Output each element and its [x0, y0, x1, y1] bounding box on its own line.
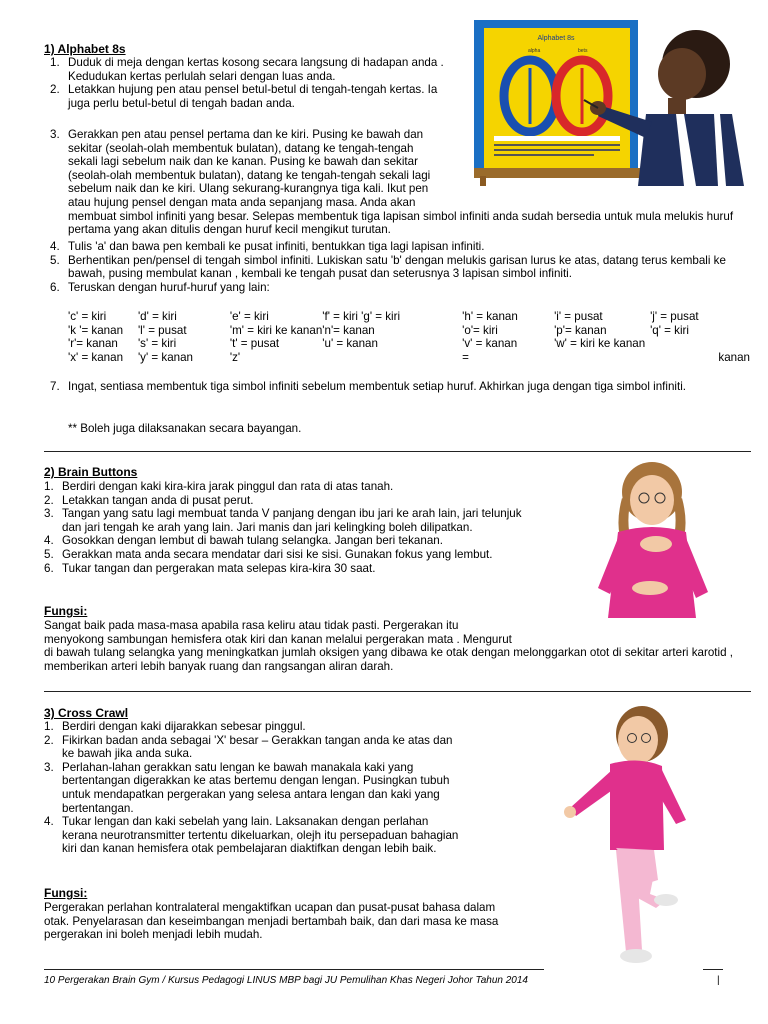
letter-cell: 't' = pusat [229, 337, 280, 351]
list-item: 2. Letakkan tangan anda di pusat perut. [44, 493, 254, 507]
letter-cell: 'k '= kanan [68, 323, 124, 337]
board-label-left: alpha [528, 48, 541, 54]
cross-crawl-fungsi-text: Pergerakan perlahan kontralateral mengaktifkan ucapan dan pusat-pusat bahasa dalam otak. Penyelarasan dan keseimbangan menjadi bertambah baik, dan dari masa ke masa pergerakan ini boleh menjadi lebih mudah. [44, 901, 499, 942]
letter-cell: 'p'= kanan [554, 323, 607, 337]
letter-cell: 'z' [229, 350, 241, 364]
alphabet-8s-steps-bottom [50, 240, 750, 294]
cross-crawl-fungsi-label: Fungsi: [44, 886, 88, 900]
section-title-alphabet-8s: 1) Alphabet 8s [44, 42, 126, 56]
letter-cell: 'f' = kiri 'g' = kiri [322, 310, 401, 323]
letter-cell: 'v' = kanan [462, 337, 518, 351]
letter-cell: 'j' = pusat [650, 310, 699, 323]
list-item: 4. Tulis 'a' dan bawa pen kembali ke pusat infiniti, bentukkan tiga lagi lapisan infiniti. [50, 240, 485, 253]
list-item: 4. Tukar lengan dan kaki sebelah yang lain. Laksanakan dengan perlahan kerana neurotransmitter tertentu dikeluarkan, olejh itu persepaduan bahagian kiri dan kanan hemisfera otak pembelajaran diaktifkan dengan lebih baik. [44, 815, 459, 856]
letter-cell: 'y' = kanan [137, 350, 193, 364]
letter-row [68, 324, 750, 338]
letter-cell: 'i' = pusat [554, 310, 603, 323]
alphabet-8s-step-3: 3. Gerakkan pen atau pensel pertama dan ke kiri. Pusing ke bawah dan sekitar (seolah-olah membentuk bulatan), datang ke tengah-tengah sekali lagi sebelum naik dan ke kanan. Pusing ke bawah dan sekitar (seolah-olah membentuk bulatan), datang ke tengah-tengah sekali lagi sebelum naik dan ke kiri. Ulang sekurang-kurangnya tiga kali. Ikut pen atau hujung pensel dengan mata anda sepanjang masa. Anda akan membuat simbol infiniti yang besar. Selepas membentuk tiga lapisan simbol infiniti anda sudah bersedia untuk mula melukis huruf pertama yang akan ditulis dengan huruf kecil mengikut turutan. [50, 128, 734, 237]
list-item: 6. Tukar tangan dan pergerakan mata selepas kira-kira 30 saat. [44, 561, 376, 575]
letter-cell [554, 351, 650, 365]
board-title: Alphabet 8s [537, 35, 575, 42]
letter-cell: 'r'= kanan [68, 337, 118, 351]
letter-cell: 'c' = kiri [68, 310, 107, 323]
section-divider [44, 451, 751, 452]
letter-cell: 'q' = kiri [650, 323, 689, 337]
letter-cell: 'x' = kanan [68, 350, 124, 364]
brain-buttons-fungsi-label: Fungsi: [44, 604, 88, 618]
letter-cell: 'e' = kiri [229, 310, 269, 323]
letter-cell: kanan [718, 350, 750, 364]
letter-cell [650, 337, 750, 351]
page-number-mark: | [717, 975, 720, 986]
shadow-note: ** Boleh juga dilaksanakan secara bayangan. [68, 422, 302, 435]
letter-cell: 'u' = kanan [322, 337, 378, 351]
alphabet-8s-steps-top [50, 56, 446, 110]
alphabet-8s-step-7 [50, 380, 750, 394]
board-label-right: bets [578, 48, 588, 54]
list-item: 3. Perlahan-lahan gerakkan satu lengan ke bawah manakala kaki yang bertentangan digerakkan ke atas bertemu dengan lengan. Pusingkan tubuh untuk mendapatkan pergerakan yang selesa antara lengan dan kaki yang bertentangan. [44, 760, 450, 815]
letter-cell [322, 351, 462, 365]
list-item: 4. Gosokkan dengan lembut di bawah tulang selangka. Jangan beri tekanan. [44, 534, 443, 548]
brain-buttons-photo [584, 458, 730, 620]
letter-direction-table [68, 310, 750, 364]
list-item: 1. Duduk di meja dengan kertas kosong secara langsung di hadapan anda . Kedudukan kertas perlulah selari dengan luas anda. [50, 56, 444, 83]
letter-row [68, 351, 750, 365]
page-footer: 10 Pergerakan Brain Gym / Kursus Pedagogi LINUS MBP bagi JU Pemulihan Khas Negeri Johor Tahun 2014 [44, 975, 528, 986]
letter-cell: 'w' = kiri ke kanan [554, 337, 646, 351]
list-item: 2. Letakkan hujung pen atau pensel betul-betul di tengah-tengah kertas. Ia juga perlu betul-betul di tengah badan anda. [50, 83, 438, 110]
letter-cell: 'd' = kiri [137, 310, 177, 323]
letter-row [68, 310, 750, 324]
page-number-rule [703, 969, 723, 970]
letter-cell: 'h' = kanan [462, 310, 518, 323]
letter-cell: 'l' = pusat [137, 323, 187, 337]
cross-crawl-steps [44, 720, 464, 856]
letter-cell: = [462, 350, 469, 364]
section-title-brain-buttons: 2) Brain Buttons [44, 465, 138, 479]
section-divider [44, 691, 751, 692]
footer-rule [44, 969, 544, 970]
letter-cell: 's' = kiri [137, 337, 177, 351]
list-item: 6. Teruskan dengan huruf-huruf yang lain: [50, 280, 270, 294]
list-item: 1. Berdiri dengan kaki kira-kira jarak pinggul dan rata di atas tanah. [44, 480, 394, 493]
letter-cell: 'm' = kiri ke kanan [229, 323, 323, 337]
brain-buttons-fungsi-text: Sangat baik pada masa-masa apabila rasa keliru atau tidak pasti. Pergerakan itu menyokong sambungan hemisfera otak kiri dan kanan melalui pergerakan mata . Mengurut di bawah tulang selangka yang meningkatkan jumlah oksigen yang dibawa ke otak dengan melonggarkan otot di sekitar arteri karotid , memberikan arteri lebih banyak ruang dan rangsangan aliran darah. [44, 619, 733, 673]
letter-row [68, 337, 750, 351]
list-item: 5. Gerakkan mata anda secara mendatar dari sisi ke sisi. Gunakan fokus yang lembut. [44, 547, 493, 561]
list-item: 1. Berdiri dengan kaki dijarakkan sebesar pinggul. [44, 720, 306, 733]
brain-buttons-steps [44, 480, 544, 575]
list-item: 3. Tangan yang satu lagi membuat tanda V panjang dengan ibu jari ke arah lain, jari telunjuk dan jari tengah ke arah yang lain. Jari manis dan jari kelingking boleh dilipatkan. [44, 507, 522, 534]
cross-crawl-photo [546, 700, 696, 972]
list-item: 5. Berhentikan pen/pensel di tengah simbol infiniti. Lukiskan satu 'b' dengan melukis garisan lurus ke atas, datang terus kembali ke bawah, pusing membulat kanan , kembali ke tengah pusat dan seterusnya 3 lapisan simbol infiniti. [50, 253, 726, 281]
letter-cell: 'o'= kiri [462, 323, 498, 337]
letter-cell: 'n'= kanan [322, 323, 375, 337]
section-title-cross-crawl: 3) Cross Crawl [44, 706, 129, 720]
list-item: 2. Fikirkan badan anda sebagai 'X' besar – Gerakkan tangan anda ke atas dan ke bawah jika anda suka. [44, 733, 453, 761]
list-item: 7. Ingat, sentiasa membentuk tiga simbol infiniti sebelum membentuk setiap huruf. Akhirkan juga dengan tiga simbol infiniti. [50, 380, 687, 393]
